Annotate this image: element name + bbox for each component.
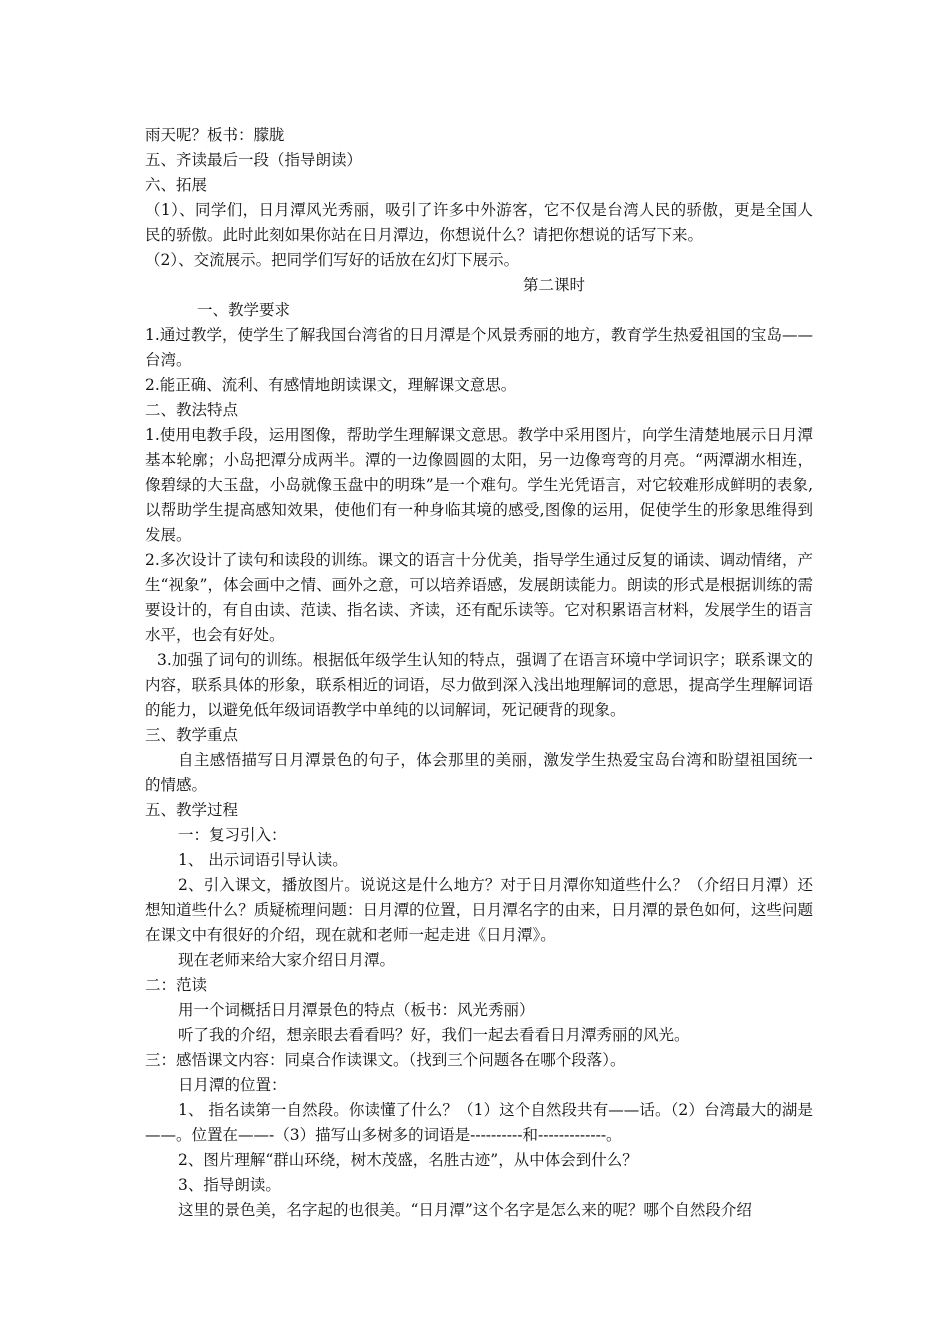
paragraph: 3.加强了词句的训练。根据低年级学生认知的特点，强调了在语言环境中学词识字；联系课文的内容，联系具体的形象，联系相近的词语，尽力做到深入浅出地理解词的意思，提高学生理解词语的能力，以避免低年级词语教学中单纯的以词解词，死记硬背的现象。 — [145, 651, 813, 719]
section-heading: 六、拓展 — [145, 176, 208, 194]
paragraph: 2.能正确、流利、有感情地朗读课文，理解课文意思。 — [145, 376, 517, 394]
paragraph: 1、 指名读第一自然段。你读懂了什么？（1）这个自然段共有——话。（2）台湾最大的湖是——。位置在——-（3）描写山多树多的词语是----------和-------------。 — [145, 1101, 813, 1144]
sub-heading: 一：复习引入： — [178, 826, 287, 844]
section-heading: 二：范读 — [145, 976, 208, 994]
section-heading: 三、教学重点 — [145, 726, 239, 744]
paragraph: 2.多次设计了读句和读段的训练。课文的语言十分优美，指导学生通过反复的诵读、调动情绪，产生“视象”，体会画中之情、画外之意，可以培养语感，发展朗读能力。朗读的形式是根据训练的需要设计的，有自由读、范读、指名读、齐读，还有配乐读等。它对积累语言材料，发展学生的语言水平，也会有好处。 — [145, 551, 813, 644]
text-line: 这里的景色美，名字起的也很美。“日月潭”这个名字是怎么来的呢？哪个自然段介绍 — [178, 1201, 752, 1219]
lesson-title: 第二课时 — [522, 276, 585, 294]
list-item: 1、 出示词语引导认读。 — [178, 851, 348, 869]
text-line: 现在老师来给大家介绍日月潭。 — [178, 951, 396, 969]
section-heading: 五、齐读最后一段（指导朗读） — [145, 151, 363, 169]
document-page — [145, 123, 813, 1223]
text-line: 雨天呢？板书：朦胧 — [145, 126, 285, 144]
sub-heading: 日月潭的位置： — [178, 1076, 287, 1094]
text-line: 听了我的介绍，想亲眼去看看吗？好，我们一起去看看日月潭秀丽的风光。 — [178, 1026, 690, 1044]
paragraph: （1）、同学们，日月潭风光秀丽，吸引了许多中外游客，它不仅是台湾人民的骄傲，更是全国人民的骄傲。此时此刻如果你站在日月潭边，你想说什么？请把你想说的话写下来。 — [145, 201, 813, 244]
section-heading: 五、教学过程 — [145, 801, 239, 819]
list-item: 3、指导朗读。 — [178, 1176, 281, 1194]
paragraph: 2、引入课文，播放图片。说说这是什么地方？对于日月潭你知道些什么？（介绍日月潭）还想知道些什么？质疑梳理问题：日月潭的位置，日月潭名字的由来，日月潭的景色如何，这些问题在课文中有很好的介绍，现在就和老师一起走进《日月潭》。 — [145, 876, 813, 944]
list-item: 2、图片理解“群山环绕，树木茂盛，名胜古迹”，从中体会到什么？ — [178, 1151, 638, 1169]
paragraph: 1.使用电教手段，运用图像，帮助学生理解课文意思。教学中采用图片，向学生清楚地展示日月潭基本轮廓；小岛把潭分成两半。潭的一边像圆圆的太阳，另一边像弯弯的月亮。“两潭湖水相连，像碧绿的大玉盘，小岛就像玉盘中的明珠”是一个难句。学生光凭语言，对它较难形成鲜明的表象,以帮助学生提高感知效果，使他们有一种身临其境的感受,图像的运用，促使学生的形象思维得到发展。 — [145, 426, 813, 544]
section-heading: 二、教法特点 — [145, 401, 239, 419]
text-line: 用一个词概括日月潭景色的特点（板书：风光秀丽） — [178, 1001, 535, 1019]
section-heading: 三：感悟课文内容：同桌合作读课文。（找到三个问题各在哪个段落）。 — [145, 1051, 626, 1069]
section-heading: 一、教学要求 — [197, 301, 291, 319]
paragraph: （2）、交流展示。把同学们写好的话放在幻灯下展示。 — [145, 251, 520, 269]
paragraph: 1.通过教学，使学生了解我国台湾省的日月潭是个风景秀丽的地方，教育学生热爱祖国的宝岛——台湾。 — [145, 326, 813, 369]
paragraph: 自主感悟描写日月潭景色的句子，体会那里的美丽，激发学生热爱宝岛台湾和盼望祖国统一的情感。 — [145, 751, 813, 794]
